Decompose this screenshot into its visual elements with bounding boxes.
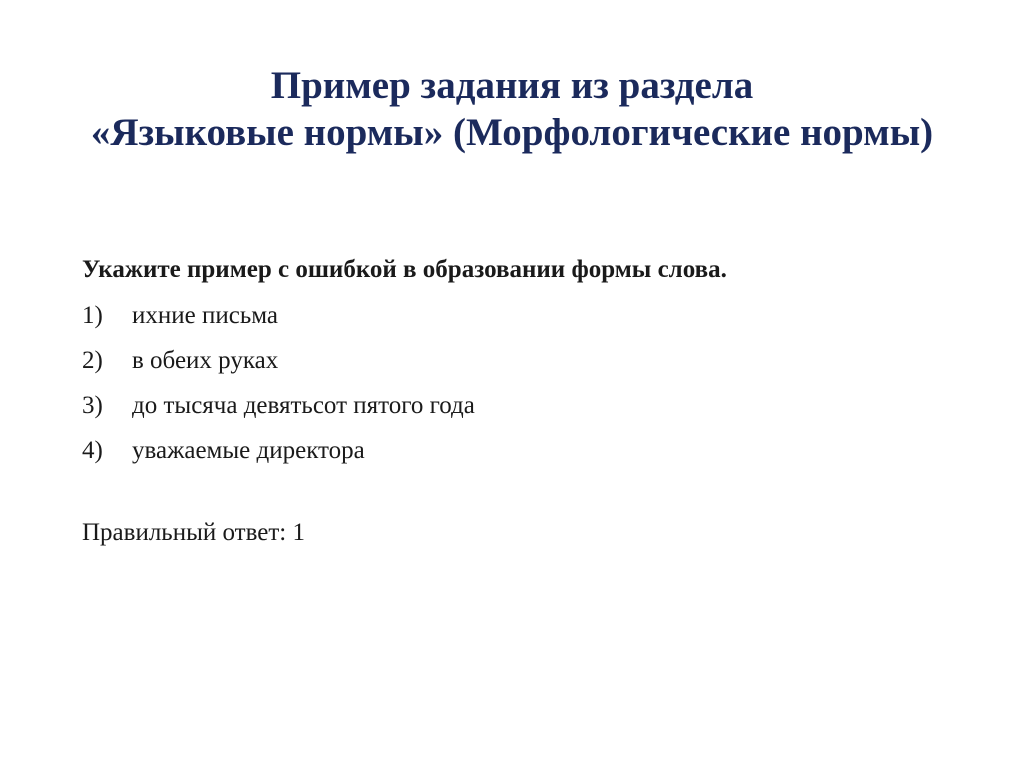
task-question: Укажите пример с ошибкой в образовании формы слова. — [82, 256, 727, 283]
option-number: 2) — [82, 347, 103, 374]
option-number: 3) — [82, 392, 103, 419]
title-line-1: Пример задания из раздела — [270, 64, 754, 107]
title-line-2: «Языковые нормы» (Морфологические нормы) — [90, 111, 934, 154]
option-3 — [82, 391, 982, 436]
option-4 — [82, 436, 982, 481]
option-number: 4) — [82, 437, 103, 464]
option-text: до тысяча девятьсот пятого года — [132, 392, 475, 419]
option-2 — [82, 346, 982, 391]
option-1 — [82, 301, 982, 346]
slide-title — [0, 62, 1024, 156]
option-text: ихние письма — [132, 302, 278, 329]
option-number: 1) — [82, 302, 103, 329]
task-block — [82, 255, 982, 548]
answer-options — [82, 301, 982, 481]
option-text: в обеих руках — [132, 347, 279, 374]
option-text: уважаемые директора — [132, 437, 365, 464]
correct-answer: Правильный ответ: 1 — [82, 519, 305, 546]
